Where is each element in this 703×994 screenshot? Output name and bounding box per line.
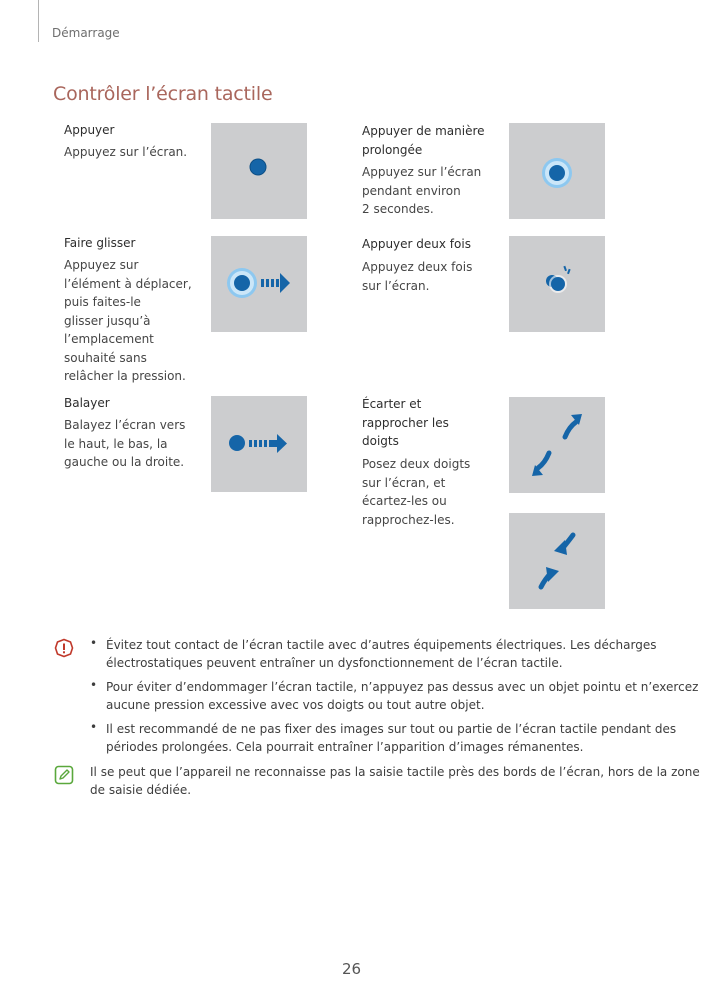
note-line: de saisie dédiée. [90,783,192,797]
caution-line: aucune pression excessive avec vos doigts ou tout autre objet. [106,698,485,712]
desc-line: Appuyez sur l’écran. [64,145,188,159]
gesture-long-press-label [362,122,485,159]
long-press-illustration [509,123,605,219]
desc-line: sur l’écran, et [362,475,446,490]
desc-line: relâcher la pression. [64,369,186,383]
label-line: Appuyer de manière [362,124,485,138]
desc-line: pendant environ [362,183,461,198]
arrow-right-icon [249,434,287,453]
desc-line: l’emplacement [64,332,154,346]
desc-line: Posez deux doigts [362,457,471,471]
section-title: Démarrage [52,26,120,40]
desc-line: sur l’écran. [362,278,430,293]
caution-bullet-2 [106,678,698,714]
tap-illustration [211,123,307,219]
gesture-double-tap-label: Appuyer deux fois [362,237,471,251]
desc-line: gauche ou la droite. [64,455,185,469]
caution-line: périodes prolongées. Cela pourrait entraîner l’apparition d’images rémanentes. [106,740,584,754]
page-title: Contrôler l’écran tactile [53,83,273,105]
desc-line: Appuyez sur [64,258,139,272]
caution-line: électrostatiques peuvent entraîner un dysfonctionnement de l’écran tactile. [106,656,563,670]
gesture-swipe-label: Balayer [64,396,110,410]
label-line: Écarter et [362,397,422,411]
gesture-spread-pinch-label [362,395,449,451]
desc-line: Appuyez sur l’écran [362,165,482,179]
pinch-arrows-icon [541,535,573,587]
touch-point-icon [250,159,266,175]
desc-line: rapprochez-les. [362,512,455,527]
caution-line: Évitez tout contact de l’écran tactile avec d’autres équipements électriques. Les décharges [106,638,657,652]
double-tap-icon [546,266,571,293]
label-line: doigts [362,434,399,448]
caution-line: Pour éviter d’endommager l’écran tactile, n’appuyez pas dessus avec un objet pointu et n’exercez [106,680,699,694]
gesture-spread-pinch-desc [362,455,470,529]
bullet-dot: • [90,720,98,734]
drag-illustration [211,236,307,332]
spread-illustration [509,397,605,493]
gesture-tap-label: Appuyer [64,123,115,137]
gesture-long-press-desc [362,163,481,219]
bullet-dot: • [90,636,98,650]
caution-line: Il est recommandé de ne pas fixer des images sur tout ou partie de l’écran tactile pendant des [106,722,677,736]
gesture-tap-desc [64,143,187,162]
label-line: prolongée [362,142,423,157]
pencil-note-icon [54,765,74,785]
desc-line: 2 secondes. [362,202,434,216]
gesture-double-tap-desc [362,258,472,295]
desc-line: écartez-les ou [362,494,447,508]
desc-line: souhaité sans [64,350,147,365]
desc-line: glisser jusqu’à [64,313,151,328]
note-line: Il se peut que l’appareil ne reconnaisse pas la saisie tactile près des bords de l’écran, hors de la zone [90,765,700,779]
desc-line: puis faites-le [64,295,141,309]
gesture-swipe-desc [64,416,185,472]
gesture-drag-label: Faire glisser [64,236,136,250]
header-divider [38,0,39,42]
note-text [90,763,700,799]
gesture-drag-desc [64,256,192,386]
caution-bullet-1 [106,636,656,672]
bullet-dot: • [90,678,98,692]
double-tap-illustration [509,236,605,332]
page-number: 26 [341,960,362,978]
pinch-illustration [509,513,605,609]
swipe-illustration [211,396,307,492]
label-line: rapprocher les [362,415,449,430]
caution-bullet-3 [106,720,676,756]
desc-line: Appuyez deux fois [362,260,473,274]
arrow-right-icon [261,273,290,293]
desc-line: le haut, le bas, la [64,436,168,451]
desc-line: Balayez l’écran vers [64,418,186,432]
spread-arrows-icon [532,414,582,476]
desc-line: l’élément à déplacer, [64,276,192,291]
caution-icon [54,638,74,658]
